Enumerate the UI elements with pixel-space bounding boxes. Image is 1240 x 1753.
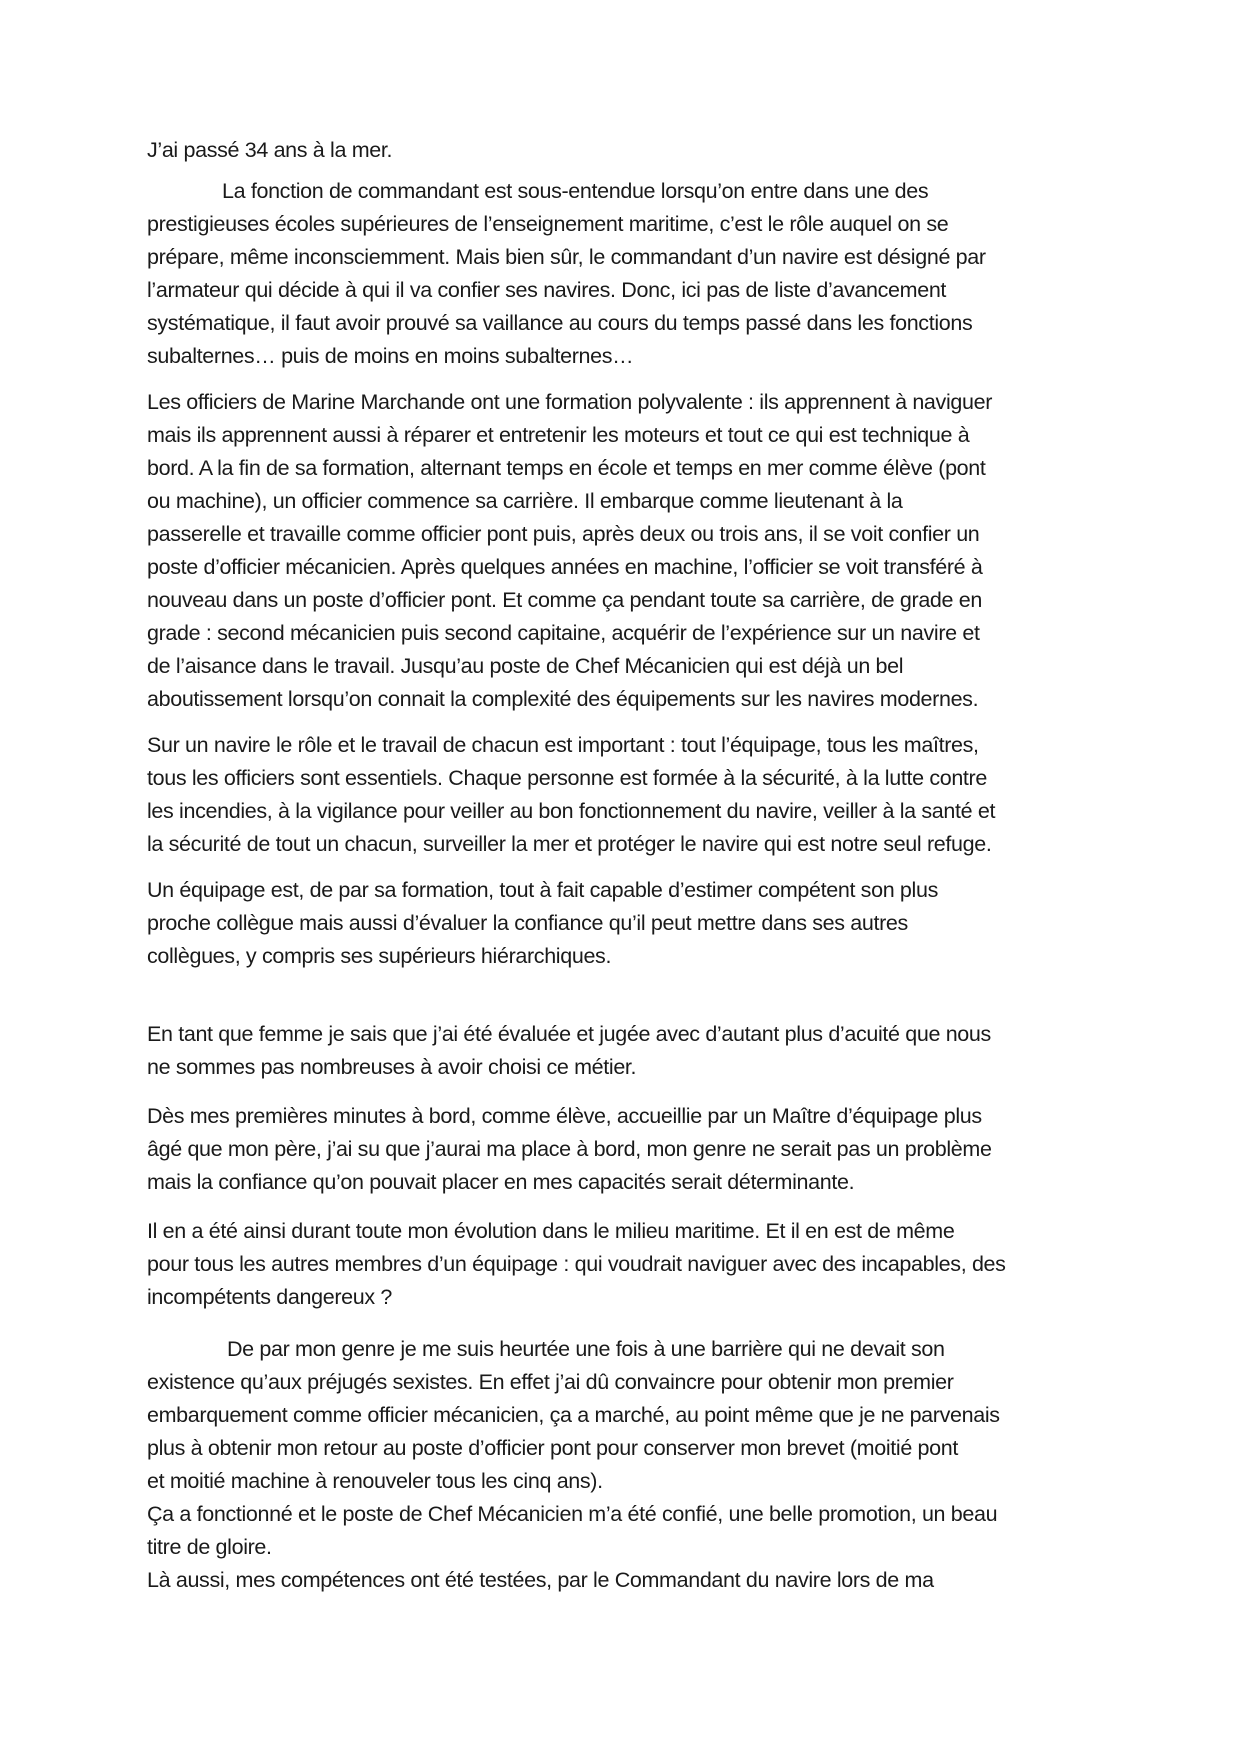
paragraph-line: pour tous les autres membres d’un équipage : qui voudrait naviguer avec des incapables, des: [147, 1252, 1006, 1276]
paragraph-line: ne sommes pas nombreuses à avoir choisi ce métier.: [147, 1055, 637, 1079]
paragraph-line: ou machine), un officier commence sa carrière. Il embarque comme lieutenant à la: [147, 489, 903, 513]
paragraph-line: l’armateur qui décide à qui il va confier ses navires. Donc, ici pas de liste d’avancement: [147, 278, 947, 302]
paragraph-line: prestigieuses écoles supérieures de l’enseignement maritime, c’est le rôle auquel on se: [147, 212, 949, 236]
paragraph-line: tous les officiers sont essentiels. Chaque personne est formée à la sécurité, à la lutte contre: [147, 766, 987, 790]
paragraph-line: La fonction de commandant est sous-entendue lorsqu’on entre dans une des: [222, 179, 929, 203]
paragraph-line: de l’aisance dans le travail. Jusqu’au poste de Chef Mécanicien qui est déjà un bel: [147, 654, 904, 678]
paragraph-line: Il en a été ainsi durant toute mon évolution dans le milieu maritime. Et il en est de même: [147, 1219, 955, 1243]
paragraph-line: mais ils apprennent aussi à réparer et entretenir les moteurs et tout ce qui est technique à: [147, 423, 970, 447]
paragraph-line: collègues, y compris ses supérieurs hiérarchiques.: [147, 944, 612, 968]
paragraph-line: Là aussi, mes compétences ont été testées, par le Commandant du navire lors de ma: [147, 1568, 934, 1592]
paragraph-line: plus à obtenir mon retour au poste d’officier pont pour conserver mon brevet (moitié pont: [147, 1436, 958, 1460]
paragraph-line: Dès mes premières minutes à bord, comme élève, accueillie par un Maître d’équipage plus: [147, 1104, 982, 1128]
paragraph-line: subalternes… puis de moins en moins subalternes…: [147, 344, 634, 368]
paragraph-line: passerelle et travaille comme officier pont puis, après deux ou trois ans, il se voit confier un: [147, 522, 980, 546]
paragraph-line: bord. A la fin de sa formation, alternant temps en école et temps en mer comme élève (pont: [147, 456, 986, 480]
paragraph-line: âgé que mon père, j’ai su que j’aurai ma place à bord, mon genre ne serait pas un problème: [147, 1137, 992, 1161]
paragraph-line: incompétents dangereux ?: [147, 1285, 392, 1309]
paragraph-line: Ça a fonctionné et le poste de Chef Mécanicien m’a été confié, une belle promotion, un beau: [147, 1502, 998, 1526]
paragraph-line: systématique, il faut avoir prouvé sa vaillance au cours du temps passé dans les fonctions: [147, 311, 973, 335]
paragraph-line: les incendies, à la vigilance pour veiller au bon fonctionnement du navire, veiller à la santé et: [147, 799, 996, 823]
paragraph-line: J’ai passé 34 ans à la mer.: [147, 138, 393, 162]
paragraph-line: embarquement comme officier mécanicien, ça a marché, au point même que je ne parvenais: [147, 1403, 1000, 1427]
paragraph-line: proche collègue mais aussi d’évaluer la confiance qu’il peut mettre dans ses autres: [147, 911, 908, 935]
paragraph-line: titre de gloire.: [147, 1535, 272, 1559]
paragraph-line: De par mon genre je me suis heurtée une fois à une barrière qui ne devait son: [227, 1337, 945, 1361]
paragraph-line: grade : second mécanicien puis second capitaine, acquérir de l’expérience sur un navire et: [147, 621, 980, 645]
paragraph-line: aboutissement lorsqu’on connait la complexité des équipements sur les navires modernes.: [147, 687, 979, 711]
paragraph-line: Les officiers de Marine Marchande ont une formation polyvalente : ils apprennent à naviguer: [147, 390, 993, 414]
paragraph-line: En tant que femme je sais que j’ai été évaluée et jugée avec d’autant plus d’acuité que nous: [147, 1022, 991, 1046]
paragraph-line: la sécurité de tout un chacun, surveiller la mer et protéger le navire qui est notre seul refuge.: [147, 832, 992, 856]
paragraph-line: Sur un navire le rôle et le travail de chacun est important : tout l’équipage, tous les maîtres,: [147, 733, 979, 757]
paragraph-line: et moitié machine à renouveler tous les cinq ans).: [147, 1469, 603, 1493]
paragraph-line: existence qu’aux préjugés sexistes. En effet j’ai dû convaincre pour obtenir mon premier: [147, 1370, 954, 1394]
paragraph-line: poste d’officier mécanicien. Après quelques années en machine, l’officier se voit transféré à: [147, 555, 983, 579]
paragraph-line: nouveau dans un poste d’officier pont. Et comme ça pendant toute sa carrière, de grade en: [147, 588, 982, 612]
paragraph-line: prépare, même inconsciemment. Mais bien sûr, le commandant d’un navire est désigné par: [147, 245, 986, 269]
paragraph-line: Un équipage est, de par sa formation, tout à fait capable d’estimer compétent son plus: [147, 878, 938, 902]
paragraph-line: mais la confiance qu’on pouvait placer en mes capacités serait déterminante.: [147, 1170, 855, 1194]
